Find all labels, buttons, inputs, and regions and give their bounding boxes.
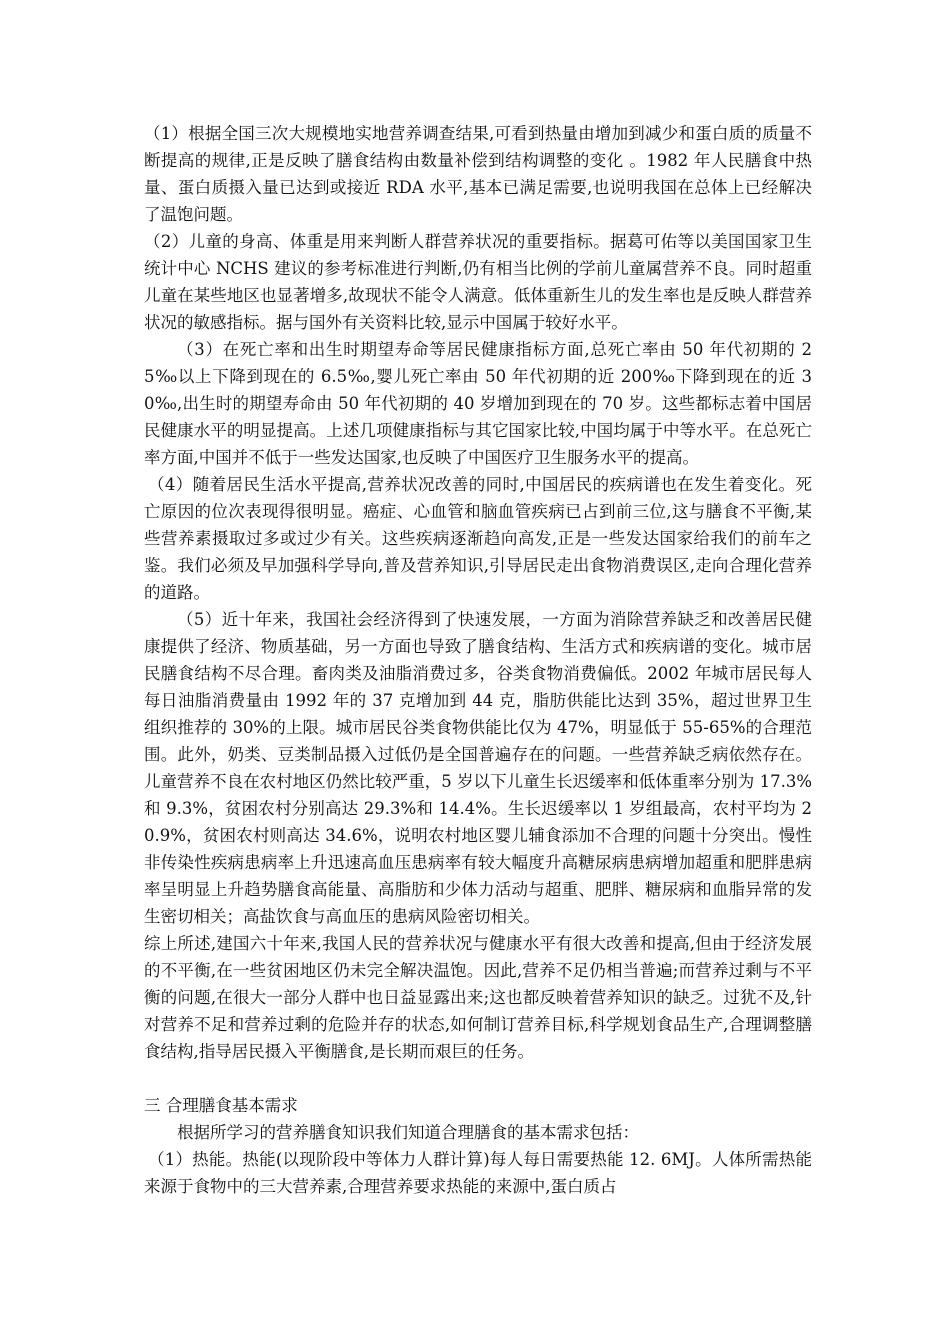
paragraph-2: （2）儿童的身高、体重是用来判断人群营养状况的重要指标。据葛可佑等以美国国家卫生统计中心 NCHS 建议的参考标准进行判断,仍有相当比例的学前儿童属营养不良。同时超重儿童在某些地区也显著增多,故现状不能令人满意。低体重新生儿的发生率也是反映人群营养状况的敏感指标。据与国外有关资料比较,显示中国属于较好水平。 [144, 232, 812, 332]
paragraph-5: （5）近十年来，我国社会经济得到了快速发展，一方面为消除营养缺乏和改善居民健康提供了经济、物质基础，另一方面也导致了膳食结构、生活方式和疾病谱的变化。城市居民膳食结构不尽合理。畜肉类及油脂消费过多，谷类食物消费偏低。2002 年城市居民每人每日油脂消费量由 1992 年的 37 克增加到 44 克，脂肪供能比达到 35%，超过世界卫生组织推荐的 30%的上限。城市居民谷类食物供能比仅为 47%，明显低于 55-65%的合理范围。此外，奶类、豆类制品摄入过低仍是全国普遍存在的问题。一些营养缺乏病依然存在。儿童营养不良在农村地区仍然比较严重，5 岁以下儿童生长迟缓率和低体重率分别为 17.3%和 9.3%，贫困农村分别高达 29.3%和 14.4%。生长迟缓率以 1 岁组最高，农村平均为 20.9%，贫困农村则高达 34.6%，说明农村地区婴儿辅食添加不合理的问题十分突出。慢性非传染性疾病患病率上升迅速高血压患病率有较大幅度升高糖尿病患病增加超重和肥胖患病率呈明显上升趋势膳食高能量、高脂肪和少体力活动与超重、肥胖、糖尿病和血脂异常的发生密切相关；高盐饮食与高血压的患病风险密切相关。 [144, 610, 812, 926]
document-page [144, 120, 812, 1200]
section-item-1: （1）热能。热能(以现阶段中等体力人群计算)每人每日需要热能 12. 6MJ。人体所需热能来源于食物中的三大营养素,合理营养要求热能的来源中,蛋白质占 [144, 1150, 812, 1196]
paragraph-1: （1）根据全国三次大规模地实地营养调查结果,可看到热量由增加到减少和蛋白质的质量不断提高的规律,正是反映了膳食结构由数量补偿到结构调整的变化 。1982 年人民膳食中热量、蛋白质摄入量已达到或接近 RDA 水平,基本已满足需要,也说明我国在总体上已经解决了温饱问题。 [144, 124, 812, 224]
section-heading: 三 合理膳食基本需求 [144, 1096, 298, 1115]
section-spacer [144, 1065, 812, 1092]
section-intro: 根据所学习的营养膳食知识我们知道合理膳食的基本需求包括： [177, 1123, 639, 1142]
paragraph-6: 综上所述,建国六十年来,我国人民的营养状况与健康水平有很大改善和提高,但由于经济发展的不平衡,在一些贫困地区仍未完全解决温饱。因此,营养不足仍相当普遍;而营养过剩与不平衡的问题,在很大一部分人群中也日益显露出来;这也都反映着营养知识的缺乏。过犹不及,针对营养不足和营养过剩的危险并存的状态,如何制订营养目标,科学规划食品生产,合理调整膳食结构,指导居民摄入平衡膳食,是长期而艰巨的任务。 [144, 934, 812, 1061]
paragraph-3: （3）在死亡率和出生时期望寿命等居民健康指标方面,总死亡率由 50 年代初期的 25‰以上下降到现在的 6.5‰,婴儿死亡率由 50 年代初期的近 200‰下降到现在的近 30‰,出生时的期望寿命由 50 年代初期的 40 岁增加到现在的 70 岁。这些都标志着中国居民健康水平的明显提高。上述几项健康指标与其它国家比较,中国均属于中等水平。在总死亡率方面,中国并不低于一些发达国家,也反映了中国医疗卫生服务水平的提高。 [144, 340, 812, 467]
paragraph-4: （4）随着居民生活水平提高,营养状况改善的同时,中国居民的疾病谱也在发生着变化。死亡原因的位次表现得很明显。癌症、心血管和脑血管疾病已占到前三位,这与膳食不平衡,某些营养素摄取过多或过少有关。这些疾病逐渐趋向高发,正是一些发达国家给我们的前车之鉴。我们必须及早加强科学导向,普及营养知识,引导居民走出食物消费误区,走向合理化营养的道路。 [144, 475, 812, 602]
